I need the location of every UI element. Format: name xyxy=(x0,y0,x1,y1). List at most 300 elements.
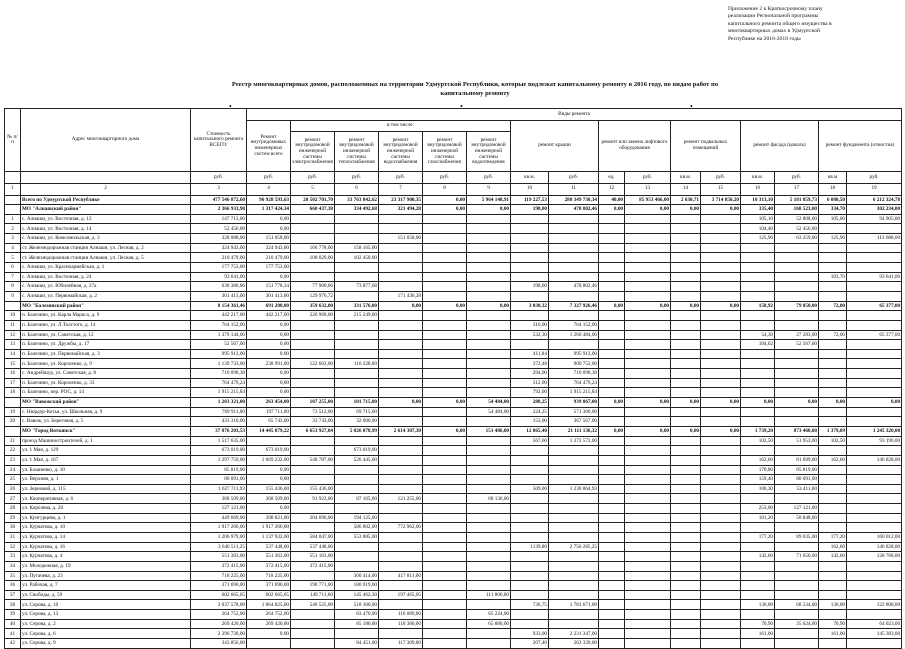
value-cell: 1 739,20 xyxy=(741,426,775,436)
value-cell: 40,00 xyxy=(599,195,625,205)
value-cell xyxy=(291,388,335,398)
value-cell: 70,90 xyxy=(819,619,847,629)
value-cell: 91 923,00 xyxy=(291,494,335,504)
table-row xyxy=(5,378,902,388)
address-cell: МО "Балезинский район" xyxy=(21,301,191,311)
value-cell xyxy=(423,542,467,552)
table-row xyxy=(5,513,902,523)
value-cell: 0,00 xyxy=(247,388,291,398)
value-cell: 204 696,00 xyxy=(291,513,335,523)
value-cell xyxy=(467,561,511,571)
value-cell: 718 225,00 xyxy=(191,571,247,581)
value-cell xyxy=(291,504,335,514)
col-sewer: ремонт внутридомовой инженерной системы водоотведения xyxy=(467,132,511,172)
value-cell: 372 415,00 xyxy=(191,561,247,571)
value-cell xyxy=(625,455,671,465)
value-cell xyxy=(741,388,775,398)
col-incl: в том числе: xyxy=(291,120,511,132)
value-cell xyxy=(741,349,775,359)
column-number-cell: 18 xyxy=(819,183,847,195)
value-cell xyxy=(335,224,379,234)
value-cell xyxy=(701,417,741,427)
value-cell xyxy=(511,619,549,629)
value-cell xyxy=(701,446,741,456)
value-cell xyxy=(467,571,511,581)
value-cell xyxy=(819,446,847,456)
value-cell xyxy=(511,272,549,282)
value-cell: 129 976,72 xyxy=(291,291,335,301)
value-cell: 85 953 466,00 xyxy=(625,195,671,205)
value-cell xyxy=(549,552,599,562)
value-cell xyxy=(549,504,599,514)
address-cell: МО "Алнашский район" xyxy=(21,205,191,215)
value-cell xyxy=(671,436,701,446)
value-cell xyxy=(775,446,819,456)
address-cell: с. Алнаши, ул. Первомайская, д. 2 xyxy=(21,291,191,301)
value-cell: 1 139 733,00 xyxy=(191,359,247,369)
row-number-cell: 20 xyxy=(5,417,21,427)
value-cell xyxy=(379,311,423,321)
value-cell xyxy=(599,234,625,244)
value-cell: 537 448,00 xyxy=(291,542,335,552)
value-cell xyxy=(467,532,511,542)
value-cell xyxy=(467,282,511,292)
value-cell xyxy=(671,407,701,417)
column-number-cell: 17 xyxy=(775,183,819,195)
value-cell: 1 230 864,93 xyxy=(549,484,599,494)
value-cell: 1 069 232,00 xyxy=(247,455,291,465)
value-cell xyxy=(701,571,741,581)
value-cell xyxy=(671,378,701,388)
table-row xyxy=(5,340,902,350)
value-cell: 147 713,00 xyxy=(191,214,247,224)
value-cell: 334,70 xyxy=(819,205,847,215)
value-cell: 121 255,00 xyxy=(379,494,423,504)
value-cell xyxy=(335,378,379,388)
value-cell: 50 848,00 xyxy=(775,513,819,523)
table-row xyxy=(5,243,902,253)
value-cell xyxy=(467,484,511,494)
value-cell: 368 509,00 xyxy=(247,494,291,504)
value-cell xyxy=(291,436,335,446)
value-cell: 155 436,00 xyxy=(247,484,291,494)
value-cell xyxy=(701,263,741,273)
value-cell xyxy=(671,513,701,523)
value-cell: 2 630,71 xyxy=(671,195,701,205)
value-cell: 122 663,00 xyxy=(291,359,335,369)
value-cell xyxy=(379,340,423,350)
value-cell xyxy=(701,629,741,639)
value-cell: 764 152,00 xyxy=(549,320,599,330)
value-cell: 0,00 xyxy=(741,398,775,408)
value-cell xyxy=(701,561,741,571)
value-cell xyxy=(599,465,625,475)
value-cell: 93 641,00 xyxy=(191,272,247,282)
value-cell xyxy=(741,561,775,571)
value-cell: 0,00 xyxy=(423,205,467,215)
value-cell xyxy=(625,359,671,369)
column-number-cell: 3 xyxy=(191,183,247,195)
value-cell: 433 310,00 xyxy=(191,417,247,427)
value-cell: 673 019,00 xyxy=(191,446,247,456)
value-cell xyxy=(423,320,467,330)
value-cell xyxy=(671,369,701,379)
row-number-cell xyxy=(5,426,21,436)
unit-cell: руб. xyxy=(291,172,335,184)
value-cell: 198,00 xyxy=(511,205,549,215)
row-number-cell: 21 xyxy=(5,436,21,446)
value-cell: 0,00 xyxy=(379,398,423,408)
value-cell xyxy=(741,282,775,292)
value-cell: 118 360,00 xyxy=(379,619,423,629)
unit-cell: руб. xyxy=(467,172,511,184)
value-cell xyxy=(701,465,741,475)
row-number-cell: 24 xyxy=(5,465,21,475)
address-cell: ул. Серова, д. 10 xyxy=(21,600,191,610)
value-cell: 0,00 xyxy=(671,301,701,311)
value-cell xyxy=(379,465,423,475)
value-cell xyxy=(847,224,902,234)
value-cell: 162,60 xyxy=(819,542,847,552)
value-cell xyxy=(701,542,741,552)
value-cell: 102 450,00 xyxy=(335,253,379,263)
value-cell xyxy=(335,369,379,379)
value-cell: 33 743,00 xyxy=(291,417,335,427)
value-cell xyxy=(701,610,741,620)
value-cell xyxy=(511,571,549,581)
value-cell: 0,00 xyxy=(247,378,291,388)
value-cell: 194 125,00 xyxy=(335,513,379,523)
value-cell: 127 121,00 xyxy=(191,504,247,514)
value-cell xyxy=(423,629,467,639)
value-cell xyxy=(775,407,819,417)
value-cell xyxy=(423,610,467,620)
value-cell: 136,00 xyxy=(819,600,847,610)
value-cell xyxy=(511,311,549,321)
value-cell: 1 915 215,84 xyxy=(191,388,247,398)
value-cell: 1 206 979,00 xyxy=(191,532,247,542)
value-cell xyxy=(599,610,625,620)
value-cell xyxy=(599,581,625,591)
address-cell: с. Алнаши, ул. Восточная, д. 12 xyxy=(21,214,191,224)
value-cell xyxy=(671,590,701,600)
value-cell xyxy=(847,369,902,379)
value-cell xyxy=(549,455,599,465)
value-cell xyxy=(599,378,625,388)
table-row xyxy=(5,475,902,485)
address-cell: ст. Железнодорожная станция Алнаши, ул. Лесная, д. 2 xyxy=(21,243,191,253)
value-cell xyxy=(847,465,902,475)
value-cell xyxy=(775,610,819,620)
value-cell xyxy=(335,388,379,398)
value-cell xyxy=(741,407,775,417)
value-cell: 367 567,00 xyxy=(549,417,599,427)
table-row xyxy=(5,465,902,475)
value-cell xyxy=(423,340,467,350)
row-number-cell: 18 xyxy=(5,388,21,398)
value-cell: 72,00 xyxy=(819,330,847,340)
value-cell: 151 058,00 xyxy=(247,234,291,244)
value-cell xyxy=(847,504,902,514)
value-cell xyxy=(775,272,819,282)
row-number-cell: 8 xyxy=(5,282,21,292)
table-row xyxy=(5,571,902,581)
value-cell: 2 231 347,00 xyxy=(549,629,599,639)
value-cell: 89 035,00 xyxy=(775,532,819,542)
value-cell: 54 484,00 xyxy=(467,407,511,417)
value-cell xyxy=(671,349,701,359)
value-cell: 442 217,00 xyxy=(247,311,291,321)
value-cell xyxy=(775,359,819,369)
value-cell xyxy=(847,282,902,292)
value-cell: 532,30 xyxy=(511,330,549,340)
row-number-cell: 34 xyxy=(5,561,21,571)
value-cell: 111 806,00 xyxy=(467,590,511,600)
address-cell: с. Нюрдор-Котья, ул. Школьная, д. 9 xyxy=(21,407,191,417)
value-cell xyxy=(549,311,599,321)
address-cell: ул. Зерновой, д. 115 xyxy=(21,484,191,494)
table-row xyxy=(5,330,902,340)
value-cell xyxy=(671,263,701,273)
value-cell: 1 317 424,34 xyxy=(247,205,291,215)
table-row xyxy=(5,455,902,465)
value-cell xyxy=(379,532,423,542)
value-cell: 226 968,00 xyxy=(291,311,335,321)
value-cell: 102,50 xyxy=(819,436,847,446)
address-cell: ул. Серова, д. 9 xyxy=(21,639,191,649)
value-cell xyxy=(599,513,625,523)
value-cell xyxy=(599,291,625,301)
col-inner-eng: Ремонт внутридомовых инженерных систем всего xyxy=(247,120,291,172)
value-cell: 158 165,00 xyxy=(335,243,379,253)
value-cell xyxy=(625,214,671,224)
value-cell xyxy=(847,320,902,330)
value-cell xyxy=(599,282,625,292)
value-cell xyxy=(423,224,467,234)
column-number-cell: 2 xyxy=(21,183,191,195)
value-cell: 0,00 xyxy=(701,301,741,311)
row-number-cell: 29 xyxy=(5,513,21,523)
value-cell xyxy=(819,504,847,514)
unit-cell: кв.м. xyxy=(511,172,549,184)
value-cell xyxy=(775,571,819,581)
column-number-cell: 12 xyxy=(599,183,625,195)
value-cell xyxy=(511,291,549,301)
row-number-cell: 33 xyxy=(5,552,21,562)
value-cell xyxy=(775,263,819,273)
value-cell xyxy=(625,282,671,292)
value-cell: 1 203 321,00 xyxy=(191,398,247,408)
value-cell xyxy=(847,340,902,350)
col-roof: ремонт крыши xyxy=(511,120,599,172)
value-cell xyxy=(701,504,741,514)
value-cell xyxy=(701,291,741,301)
value-cell xyxy=(599,504,625,514)
value-cell xyxy=(741,494,775,504)
value-cell xyxy=(625,311,671,321)
value-cell: 3 037 578,00 xyxy=(191,600,247,610)
value-cell: 900 752,00 xyxy=(549,359,599,369)
value-cell: 0,00 xyxy=(247,340,291,350)
municipality-row xyxy=(5,426,902,436)
value-cell: 23 317 900,35 xyxy=(379,195,423,205)
value-cell xyxy=(467,465,511,475)
value-cell xyxy=(467,320,511,330)
value-cell xyxy=(335,475,379,485)
value-cell xyxy=(423,494,467,504)
address-cell: п. Балезино, ул. Короленко, д. 33 xyxy=(21,378,191,388)
value-cell: 335,40 xyxy=(741,205,775,215)
value-cell xyxy=(701,513,741,523)
value-cell: 1 915 215,84 xyxy=(549,388,599,398)
value-cell xyxy=(511,465,549,475)
value-cell xyxy=(671,619,701,629)
value-cell xyxy=(819,311,847,321)
value-cell: 73 512,00 xyxy=(291,407,335,417)
value-cell: 1 297 759,00 xyxy=(191,455,247,465)
value-cell xyxy=(511,504,549,514)
value-cell: 518 300,00 xyxy=(335,600,379,610)
value-cell xyxy=(775,629,819,639)
value-cell xyxy=(847,561,902,571)
value-cell xyxy=(291,610,335,620)
value-cell: 168 523,00 xyxy=(775,205,819,215)
value-cell xyxy=(671,446,701,456)
row-number-cell: 15 xyxy=(5,359,21,369)
value-cell xyxy=(671,494,701,504)
value-cell xyxy=(625,263,671,273)
value-cell: 6 080,50 xyxy=(819,195,847,205)
value-cell: 673 019,00 xyxy=(247,446,291,456)
value-cell xyxy=(467,446,511,456)
table-row xyxy=(5,600,902,610)
table-row xyxy=(5,532,902,542)
value-cell: 0,00 xyxy=(247,369,291,379)
value-cell xyxy=(379,629,423,639)
value-cell xyxy=(625,340,671,350)
value-cell: 269 420,00 xyxy=(191,619,247,629)
value-cell xyxy=(467,523,511,533)
value-cell xyxy=(741,581,775,591)
value-cell xyxy=(847,417,902,427)
table-row xyxy=(5,282,902,292)
value-cell: 328 088,00 xyxy=(191,234,247,244)
value-cell xyxy=(819,590,847,600)
value-cell xyxy=(291,330,335,340)
value-cell xyxy=(671,561,701,571)
value-cell xyxy=(847,378,902,388)
table-row xyxy=(5,484,902,494)
value-cell xyxy=(701,340,741,350)
table-row xyxy=(5,272,902,282)
table-row xyxy=(5,552,902,562)
value-cell xyxy=(671,311,701,321)
value-cell: 334 492,68 xyxy=(335,205,379,215)
value-cell xyxy=(423,484,467,494)
address-cell: п. Балезино, ул. Короленко, д. 9 xyxy=(21,359,191,369)
value-cell xyxy=(819,291,847,301)
value-cell xyxy=(625,581,671,591)
value-cell: 0,00 xyxy=(247,214,291,224)
value-cell: 0,00 xyxy=(599,398,625,408)
value-cell: 368 509,00 xyxy=(191,494,247,504)
value-cell: 35 624,00 xyxy=(775,619,819,629)
table-row xyxy=(5,436,902,446)
row-number-cell: 30 xyxy=(5,523,21,533)
value-cell: 146 828,00 xyxy=(847,542,902,552)
value-cell: 1 379,09 xyxy=(819,426,847,436)
row-number-cell: 31 xyxy=(5,532,21,542)
value-cell xyxy=(819,243,847,253)
table-row xyxy=(5,359,902,369)
value-cell: 0,00 xyxy=(423,301,467,311)
value-cell: 551 363,00 xyxy=(247,552,291,562)
value-cell xyxy=(467,552,511,562)
value-cell xyxy=(379,513,423,523)
value-cell: 190 771,00 xyxy=(291,581,335,591)
value-cell: 142,60 xyxy=(819,552,847,562)
value-cell: 301 413,00 xyxy=(247,291,291,301)
value-cell xyxy=(819,523,847,533)
value-cell: 33 763 842,62 xyxy=(335,195,379,205)
value-cell xyxy=(701,494,741,504)
value-cell: 509,00 xyxy=(511,484,549,494)
value-cell: 1 137 932,00 xyxy=(247,532,291,542)
col-basement: ремонт подвальных помещений xyxy=(671,120,741,172)
unit-cell: кв.м xyxy=(819,172,847,184)
column-number-cell: 10 xyxy=(511,183,549,195)
value-cell xyxy=(335,504,379,514)
value-cell: 0,00 xyxy=(599,205,625,215)
value-cell: 21 111 136,32 xyxy=(549,426,599,436)
value-cell: 0,00 xyxy=(247,465,291,475)
value-cell xyxy=(671,610,701,620)
value-cell xyxy=(467,417,511,427)
marker-dot: • xyxy=(690,102,693,111)
unit-cell: руб. xyxy=(701,172,741,184)
value-cell xyxy=(625,610,671,620)
value-cell xyxy=(511,234,549,244)
value-cell xyxy=(379,214,423,224)
row-number-cell: 35 xyxy=(5,571,21,581)
value-cell: 81 699,00 xyxy=(775,455,819,465)
address-cell: п. Балезино, ул. Дружбы, д. 17 xyxy=(21,340,191,350)
column-number-cell: 5 xyxy=(291,183,335,195)
value-cell: 0,00 xyxy=(423,426,467,436)
value-cell xyxy=(819,610,847,620)
value-cell: 136,00 xyxy=(741,600,775,610)
value-cell: 101 715,00 xyxy=(335,398,379,408)
value-cell xyxy=(599,475,625,485)
table-row xyxy=(5,542,902,552)
value-cell xyxy=(467,455,511,465)
value-cell xyxy=(625,513,671,523)
value-cell xyxy=(467,253,511,263)
value-cell xyxy=(701,214,741,224)
col-works: Виды ремонта xyxy=(247,109,902,121)
value-cell xyxy=(625,224,671,234)
value-cell: 417 811,00 xyxy=(379,571,423,581)
value-cell xyxy=(819,475,847,485)
value-cell: 553 885,00 xyxy=(335,532,379,542)
value-cell xyxy=(671,253,701,263)
table-row xyxy=(5,610,902,620)
value-cell: 312,00 xyxy=(511,378,549,388)
value-cell xyxy=(599,320,625,330)
value-cell xyxy=(701,407,741,417)
value-cell xyxy=(625,475,671,485)
value-cell: 77 900,66 xyxy=(291,282,335,292)
